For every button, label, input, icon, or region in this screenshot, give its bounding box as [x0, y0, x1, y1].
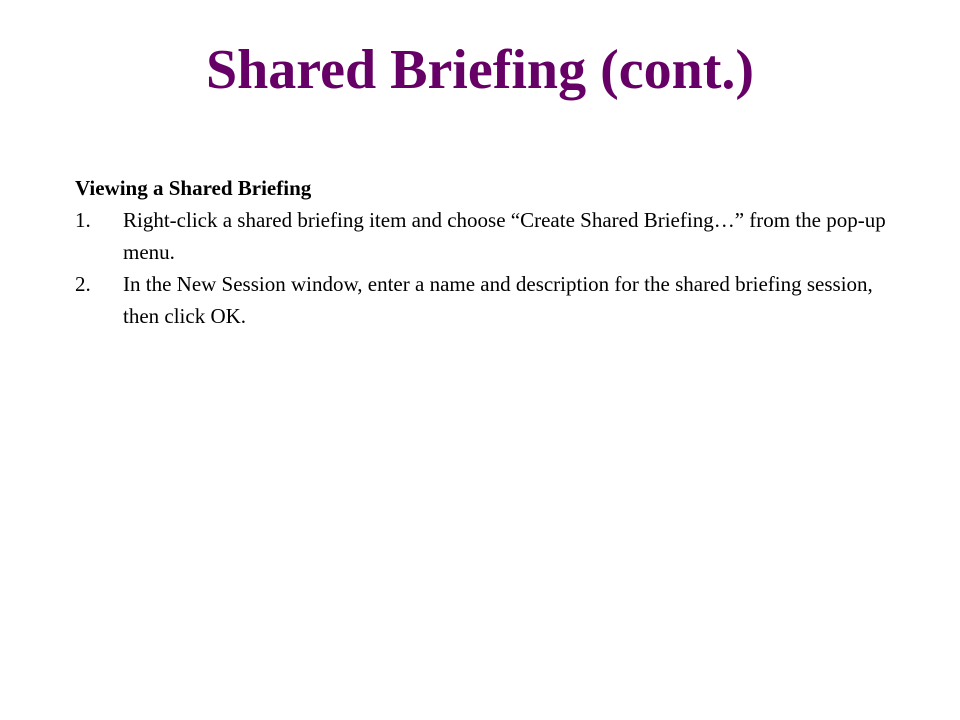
step-item: [75, 268, 905, 332]
step-number: 2.: [75, 272, 91, 296]
step-number: 1.: [75, 208, 91, 232]
slide-title: Shared Briefing (cont.): [205, 39, 755, 101]
step-text: In the New Session window, enter a name and description for the shared briefing session, then click OK.: [123, 272, 873, 328]
steps-list: [75, 204, 905, 332]
step-text: Right-click a shared briefing item and choose “Create Shared Briefing…” from the pop-up menu.: [123, 208, 886, 264]
slide-content: [75, 172, 905, 332]
section-heading: Viewing a Shared Briefing: [75, 176, 312, 200]
step-item: [75, 204, 905, 268]
